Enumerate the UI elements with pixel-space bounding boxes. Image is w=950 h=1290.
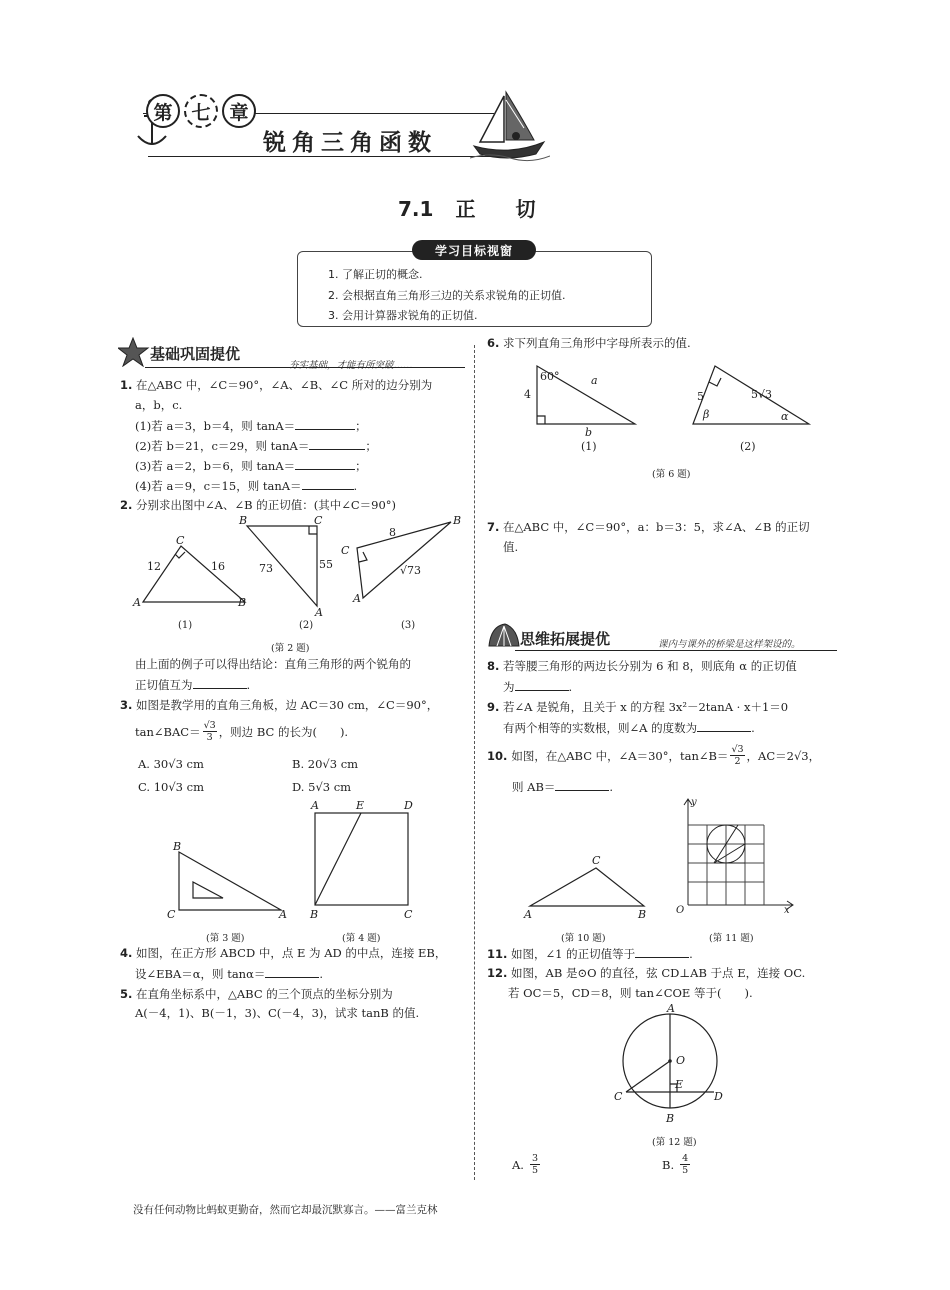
fig-label: B [173, 840, 182, 853]
q4-line1 [120, 945, 446, 961]
fig-label: 5 [697, 390, 704, 403]
option-letter: A. [512, 1157, 524, 1172]
q12-line1 [487, 965, 805, 981]
fig-label: B [453, 514, 462, 527]
star-icon [118, 337, 152, 367]
q12-option-a[interactable] [512, 1153, 540, 1176]
q1-part-text: (1)若 a＝3，b＝4，则 tanA＝ [135, 419, 296, 433]
q4-figure [305, 797, 425, 922]
question-number: 6. [487, 336, 500, 350]
q3-figure [165, 838, 295, 923]
q11-line1: 11. 如图，∠1 的正切值等于 . [487, 947, 693, 961]
q2-stem: 分别求出图中∠A、∠B 的正切值：(其中∠C＝90°) [136, 498, 397, 512]
q3-caption: (第 3 题) [206, 933, 245, 944]
fig-label: A [353, 592, 361, 605]
question-number: 4. [120, 946, 133, 960]
option[interactable]: D. 5√3 cm [292, 780, 352, 794]
q11-stem: 如图，∠1 的正切值等于 [511, 947, 636, 961]
q9-stem-2: 有两个相等的实数根，则∠A 的度数为 [503, 721, 698, 735]
fig-label: 55 [319, 558, 333, 571]
answer-blank[interactable] [697, 719, 751, 732]
section-title-char-2: 切 [515, 197, 536, 221]
q1-part-end: ； [355, 419, 367, 433]
fraction [680, 1153, 690, 1176]
q5-line2: A(－4，1)、B(－1，3)、C(－4，3)，试求 tanB 的值. [135, 1006, 420, 1020]
fig-label: E [356, 799, 365, 812]
fig-label: D [404, 799, 413, 812]
q9-line1 [487, 699, 788, 715]
q6-stem: 求下列直角三角形中字母所表示的值. [503, 336, 691, 350]
q1-part-end: . [353, 479, 358, 493]
q7-line2: 值. [503, 540, 519, 554]
fig-label: O [676, 1054, 686, 1067]
q9-line2: 有两个相等的实数根，则∠A 的度数为 . [503, 721, 755, 735]
fig-label: b [585, 426, 593, 439]
fig-label: (2) [299, 620, 314, 631]
objective-item: 1. 了解正切的概念. [328, 268, 423, 281]
fig-label: A [524, 908, 532, 921]
q5-line1 [120, 986, 393, 1002]
fig-label: A [315, 606, 323, 619]
q8-stem: 若等腰三角形的两边长分别为 6 和 8，则底角 α 的正切值 [503, 659, 797, 673]
q10-line2: 则 AB＝ . [512, 780, 614, 794]
question-number: 10. [487, 748, 508, 763]
q2-line1 [120, 497, 396, 513]
header-rule-bottom [148, 156, 498, 157]
fig-label: a [591, 374, 598, 387]
fig-label: A [311, 799, 319, 812]
q4-caption: (第 4 题) [342, 933, 381, 944]
fig-label: 5√3 [751, 388, 773, 401]
fraction-denominator: 5 [682, 1165, 689, 1176]
q7-stem: 在△ABC 中，∠C＝90°，a：b＝3：5，求∠A、∠B 的正切 [503, 520, 810, 534]
fraction-numerator: √3 [731, 744, 744, 755]
q2-figures [125, 512, 465, 632]
answer-blank[interactable] [635, 945, 689, 958]
q10-figure [520, 850, 650, 925]
fig-label: y [691, 797, 697, 808]
q12-caption: (第 12 题) [652, 1137, 697, 1148]
q3-stem-a: tan∠BAC＝ [135, 724, 201, 739]
question-number: 3. [120, 698, 133, 712]
fig-label: C [167, 908, 176, 921]
fraction [530, 1153, 540, 1176]
fig-label: B [239, 514, 248, 527]
basic-banner: 基础巩固提优 [150, 345, 241, 363]
q6-caption: (第 6 题) [652, 469, 691, 480]
fig-label: 4 [524, 388, 531, 401]
fig-label: α [781, 410, 789, 423]
q6-figures [515, 352, 825, 457]
q1-part-text: (4)若 a＝9，c＝15，则 tanA＝ [135, 479, 302, 493]
fig-label: C [176, 534, 185, 547]
basic-banner-rule [145, 367, 465, 368]
fraction-numerator: 3 [531, 1153, 539, 1164]
q10-line1 [487, 744, 820, 767]
fig-label: (3) [401, 620, 416, 631]
answer-blank[interactable] [302, 477, 354, 490]
q9-stem: 若∠A 是锐角，且关于 x 的方程 3x²－2tanA · x＋1＝0 [503, 700, 789, 714]
answer-blank[interactable] [265, 965, 319, 978]
fig-label: C [404, 908, 413, 921]
q2-conclusion-text: 正切值互为 [135, 678, 193, 692]
option[interactable]: B. 20√3 cm [292, 757, 359, 771]
question-number: 9. [487, 700, 500, 714]
q3-line2 [135, 720, 348, 743]
option-letter: B. [662, 1157, 675, 1172]
q3-stem-b: ，则边 BC 的长为( ). [218, 724, 349, 739]
fraction-numerator: √3 [203, 720, 216, 731]
basic-banner-note: 夯实基础，才能有所突破…… [289, 360, 413, 371]
q8-line2: 为 . [503, 680, 573, 694]
q12-option-b[interactable] [662, 1153, 690, 1176]
q6-line1 [487, 335, 691, 351]
q10-stem-a: 如图，在△ABC 中，∠A＝30°，tan∠B＝ [511, 748, 729, 763]
fraction-denominator: 5 [531, 1165, 539, 1176]
fig-label: C [614, 1090, 623, 1103]
shell-icon [487, 622, 521, 650]
fig-label: β [703, 408, 710, 421]
q1-part-4 [135, 477, 357, 494]
question-number: 8. [487, 659, 500, 673]
fraction-numerator: 4 [682, 1153, 689, 1164]
q4-line2: 设∠EBA＝α，则 tanα＝ . [135, 967, 324, 981]
fig-label: √73 [400, 564, 422, 577]
objective-item: 2. 会根据直角三角形三边的关系求锐角的正切值. [328, 289, 566, 302]
q1-stem: 在△ABC 中，∠C＝90°，∠A、∠B、∠C 所对的边分别为 [136, 378, 433, 392]
q2-conclusion-2: 正切值互为 . [135, 678, 251, 692]
answer-blank[interactable] [555, 778, 609, 791]
objective-item: 3. 会用计算器求锐角的正切值. [328, 309, 478, 322]
fig-label: A [133, 596, 141, 609]
fig-label: D [714, 1090, 723, 1103]
fig-label: E [675, 1078, 684, 1091]
q1-part-3 [135, 457, 367, 474]
chapter-char-3: 章 [222, 94, 256, 128]
q5-stem: 在直角坐标系中，△ABC 的三个顶点的坐标分别为 [136, 987, 393, 1001]
question-number: 12. [487, 966, 508, 980]
fraction [730, 744, 744, 767]
option[interactable]: A. 30√3 cm [138, 757, 204, 771]
q3-line1 [120, 697, 438, 713]
fig-label: C [314, 514, 323, 527]
column-divider [474, 345, 475, 1180]
q8-line1 [487, 658, 797, 674]
answer-blank[interactable] [295, 457, 355, 470]
q4-stem-2: 设∠EBA＝α，则 tanα＝ [135, 967, 266, 981]
answer-blank[interactable] [515, 678, 569, 691]
fig-label: 8 [389, 526, 396, 539]
option[interactable]: C. 10√3 cm [138, 780, 204, 794]
q1-part-text: (3)若 a＝2，b＝6，则 tanA＝ [135, 459, 296, 473]
answer-blank[interactable] [309, 437, 365, 450]
fraction-denominator: 2 [734, 756, 741, 767]
fig-label: 73 [259, 562, 273, 575]
q10-stem-b: ，AC＝2√3， [746, 748, 821, 763]
chapter-char-1: 第 [146, 94, 180, 128]
q1-line1 [120, 377, 432, 393]
q1-part-1 [135, 417, 367, 434]
q1-part-text: (2)若 b＝21，c＝29，则 tanA＝ [135, 439, 310, 453]
q7-line1 [487, 519, 810, 535]
advanced-banner: 思维拓展提优 [520, 630, 611, 648]
advanced-banner-rule [515, 650, 837, 651]
q1-line2: a，b，c. [135, 398, 183, 412]
q12-figure [610, 1000, 730, 1130]
fig-label: C [592, 854, 601, 867]
fig-label: B [310, 908, 319, 921]
question-number: 2. [120, 498, 133, 512]
advanced-banner-note: 课内与课外的桥梁是这样架设的。 [658, 639, 801, 650]
question-number: 1. [120, 378, 133, 392]
fig-label: 12 [147, 560, 161, 573]
fig-label: 60° [540, 370, 560, 383]
fraction [203, 720, 217, 743]
q2-caption: (第 2 题) [271, 643, 310, 654]
q11-figure [668, 795, 798, 925]
q4-stem: 如图，在正方形 ABCD 中，点 E 为 AD 的中点，连接 EB， [136, 946, 447, 960]
q1-part-end: ； [365, 439, 377, 453]
sailboat-illustration [470, 88, 550, 164]
q3-stem: 如图是教学用的直角三角板，边 AC＝30 cm，∠C＝90°， [136, 698, 439, 712]
fig-label: O [676, 905, 685, 916]
answer-blank[interactable] [193, 676, 247, 689]
chapter-subtitle: 锐角三角函数 [263, 130, 437, 156]
q10-caption: (第 10 题) [561, 933, 606, 944]
section-title-char-1: 正 [455, 197, 476, 221]
header-rule-short [143, 113, 148, 114]
section-title [398, 193, 557, 222]
answer-blank[interactable] [295, 417, 355, 430]
fig-label: B [238, 596, 247, 609]
fig-label: B [638, 908, 647, 921]
fig-label: A [279, 908, 287, 921]
q2-conclusion-1: 由上面的例子可以得出结论：直角三角形的两个锐角的 [135, 657, 411, 671]
fig-label: (2) [740, 440, 756, 453]
section-number: 7.1 [398, 197, 434, 221]
q10-stem-2: 则 AB＝ [512, 780, 556, 794]
fig-label: (1) [581, 440, 597, 453]
fig-label: 16 [211, 560, 225, 573]
question-number: 5. [120, 987, 133, 1001]
q8-stem-2: 为 [503, 680, 515, 694]
fig-label: (1) [178, 620, 193, 631]
q12-line2: 若 OC＝5，CD＝8，则 tan∠COE 等于( ). [508, 986, 753, 1000]
q12-stem: 如图，AB 是⊙O 的直径，弦 CD⊥AB 于点 E，连接 OC. [511, 966, 806, 980]
question-number: 11. [487, 947, 508, 961]
fig-label: C [341, 544, 350, 557]
q1-part-2 [135, 437, 377, 454]
q11-caption: (第 11 题) [709, 933, 754, 944]
fig-label: x [784, 905, 790, 916]
fig-label: B [666, 1112, 675, 1125]
objectives-tab: 学习目标视窗 [412, 240, 536, 260]
chapter-char-2: 七 [184, 94, 218, 128]
footer-quote: 没有任何动物比蚂蚁更勤奋，然而它却最沉默寡言。——富兰克林 [133, 1204, 438, 1216]
fraction-denominator: 3 [206, 732, 213, 743]
question-number: 7. [487, 520, 500, 534]
q1-part-end: ； [355, 459, 367, 473]
header-rule-top [254, 113, 494, 114]
fig-label: A [667, 1002, 675, 1015]
